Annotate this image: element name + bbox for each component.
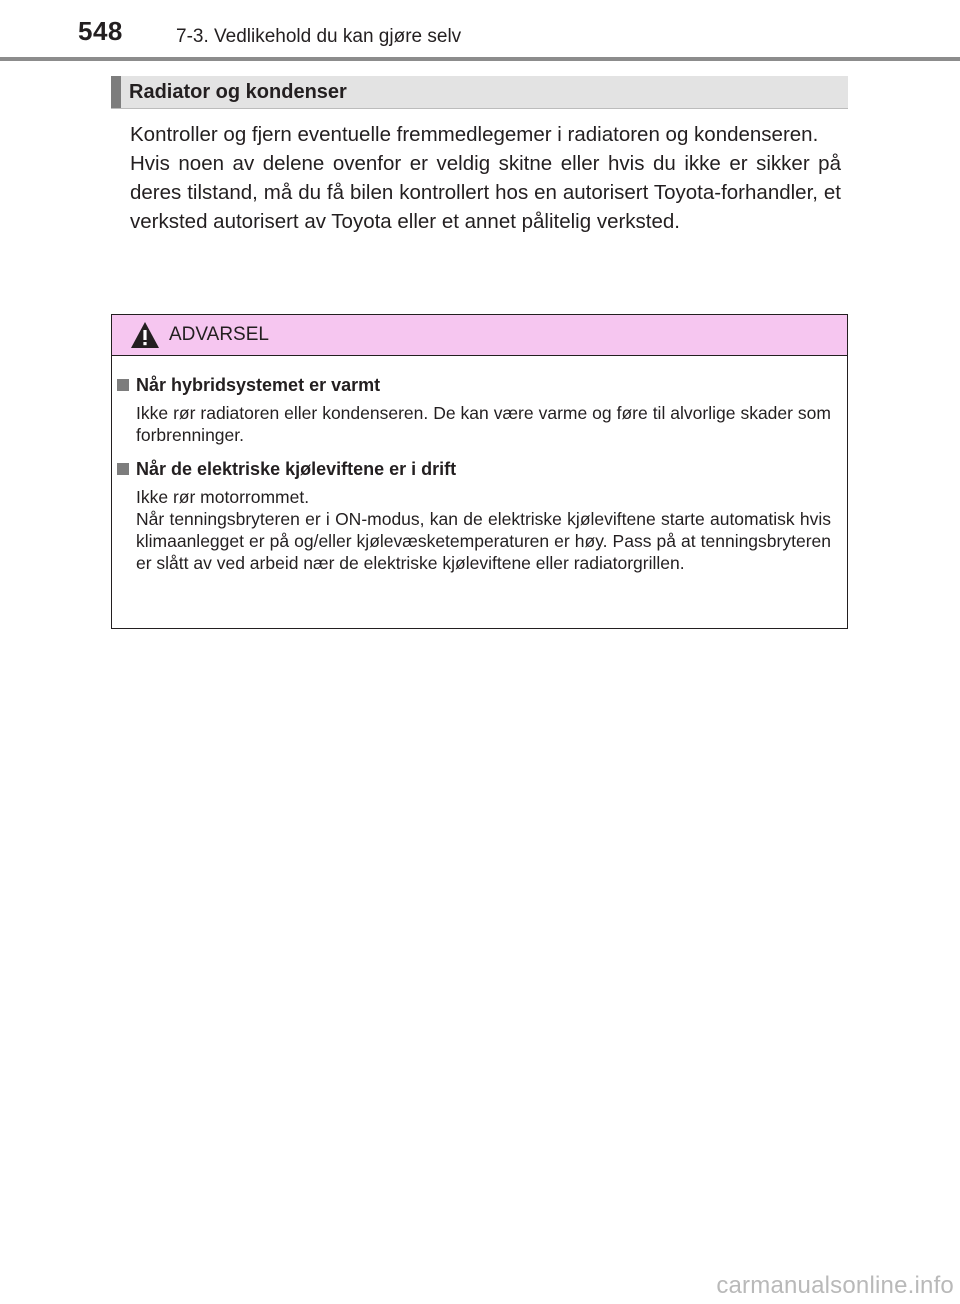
warning-item-text: Når tenningsbryteren er i ON-modus, kan de elektriske kjøleviftene starte automatisk hvis klimaanlegget er på og/eller kjølevæsketemperaturen er høy. Pass på at tenningsbryteren er slått av ved arbeid nær de elektriske kjøleviftene eller radiatorgrillen. (136, 509, 831, 573)
warning-item-text: Ikke rør radiatoren eller kondenseren. De kan være varme og føre til alvorlige skader som forbrenninger. (136, 403, 831, 445)
warning-body (112, 356, 847, 574)
warning-header (112, 315, 847, 356)
square-bullet-icon (117, 463, 129, 475)
warning-item (112, 458, 831, 574)
warning-item-text: Ikke rør motorrommet. (136, 487, 310, 507)
section-body (130, 120, 841, 236)
body-paragraph-1: Kontroller og fjern eventuelle fremmedlegemer i radiatoren og kondenseren. (130, 123, 819, 146)
chapter-title: 7-3. Vedlikehold du kan gjøre selv (176, 26, 462, 47)
warning-triangle-icon (130, 321, 160, 349)
warning-box (111, 314, 848, 629)
watermark: carmanualsonline.info (716, 1272, 954, 1299)
section-heading (111, 76, 848, 109)
body-paragraph-2: Hvis noen av delene ovenfor er veldig skitne eller hvis du ikke er sikker på deres tilstand, må du få bilen kontrollert hos en autorisert Toyota-forhandler, et verksted autorisert av Toyota eller et annet pålitelig verksted. (130, 152, 841, 233)
section-title: Radiator og kondenser (129, 81, 347, 103)
warning-title: ADVARSEL (169, 324, 269, 345)
section-heading-bar (111, 76, 121, 108)
warning-item-heading: Når hybridsystemet er varmt (136, 375, 381, 395)
page-number: 548 (78, 16, 123, 46)
header-rule (0, 57, 960, 61)
warning-item (112, 374, 831, 446)
square-bullet-icon (117, 379, 129, 391)
warning-item-heading: Når de elektriske kjøleviftene er i drift (136, 459, 457, 479)
